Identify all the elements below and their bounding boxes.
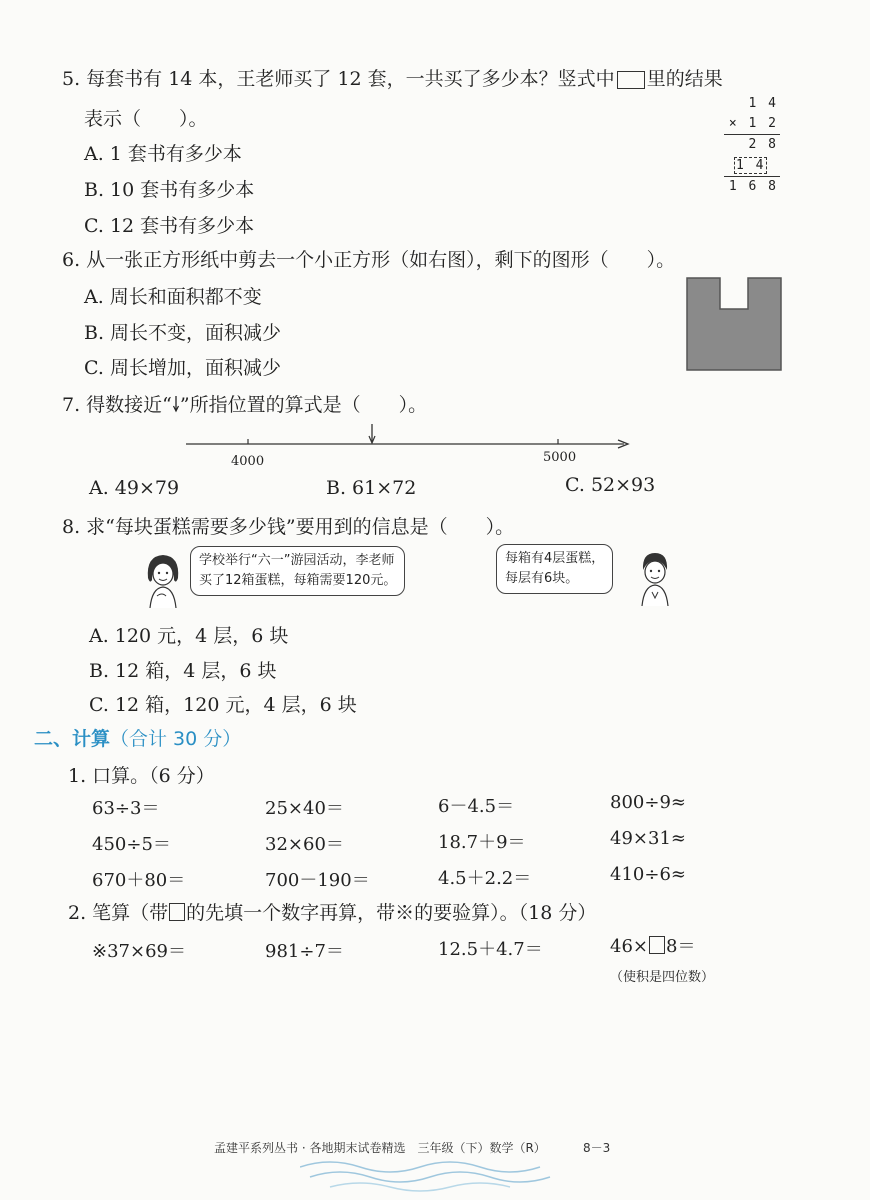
bubble-left-line1: 学校举行“六一”游园活动，李老师 xyxy=(199,553,395,568)
q7-stem xyxy=(62,390,427,417)
bubble-right-line1: 每箱有4层蛋糕， xyxy=(505,551,605,566)
vm-result: 1 6 8 xyxy=(728,179,778,194)
oral-r3c3: 4.5＋2.2＝ xyxy=(438,868,532,889)
q5-option-b: B. 10 套书有多少本 xyxy=(84,179,255,201)
q7-option-c: C. 52×93 xyxy=(565,474,656,496)
written-item-2: 981÷7＝ xyxy=(265,941,344,962)
written-item-4 xyxy=(610,932,695,958)
oral-r3c4: 410÷6≈ xyxy=(610,864,686,885)
q5-stem-line2: 表示（ ）。 xyxy=(84,108,208,130)
oral-r1c4: 800÷9≈ xyxy=(610,792,686,813)
section2-title-points: （合计 30 分） xyxy=(110,728,242,750)
footer-wave-decoration xyxy=(300,1155,560,1195)
bubble-left-line2: 买了12箱蛋糕，每箱需要120元。 xyxy=(199,573,397,588)
q8-stem: 8. 求“每块蛋糕需要多少钱”要用到的信息是（ ）。 xyxy=(62,516,515,538)
written-heading-part1: 2. 笔算（带 xyxy=(68,902,169,924)
q8-option-a: A. 120 元，4 层，6 块 xyxy=(89,625,289,647)
written-heading-part2: 的先填一个数字再算，带※的要验算）。（18 分） xyxy=(186,902,597,924)
oral-r1c1: 63÷3＝ xyxy=(92,798,160,819)
written-item-4-part2: 8＝ xyxy=(666,936,696,957)
answer-box xyxy=(617,71,645,89)
oral-r1c3: 6－4.5＝ xyxy=(438,796,515,817)
oral-r2c4: 49×31≈ xyxy=(610,828,686,849)
speech-bubble-teacher xyxy=(190,546,405,596)
section2-title-main: 二、计算 xyxy=(34,728,111,750)
down-arrow-icon xyxy=(172,395,180,413)
q5-option-c: C. 12 套书有多少本 xyxy=(84,215,255,237)
speech-bubble-boy xyxy=(496,544,613,594)
blank-digit-box xyxy=(649,936,665,954)
q6-stem: 6. 从一张正方形纸中剪去一个小正方形（如右图），剩下的图形（ ）。 xyxy=(62,249,676,271)
written-item-4-part1: 46× xyxy=(610,936,648,957)
vm-multiplier: × 1 2 xyxy=(728,116,778,131)
q6-option-c: C. 周长增加，面积减少 xyxy=(84,357,281,379)
boy-illustration xyxy=(632,548,678,608)
q8-option-b: B. 12 箱，4 层，6 块 xyxy=(89,660,277,682)
q6-option-a: A. 周长和面积都不变 xyxy=(84,286,262,308)
tick-label-5000: 5000 xyxy=(543,450,577,465)
q5-stem-line1 xyxy=(62,64,723,91)
q7-option-a: A. 49×79 xyxy=(89,477,180,499)
q6-option-b: B. 周长不变，面积减少 xyxy=(84,322,282,344)
footer-series: 孟建平系列丛书 · 各地期末试卷精选 三年级（下）数学（R） xyxy=(214,1141,546,1155)
written-calc-heading xyxy=(68,898,596,925)
q5-option-a: A. 1 套书有多少本 xyxy=(84,143,242,165)
vm-line1 xyxy=(724,134,780,135)
q7-stem-part2: ”所指位置的算式是（ ）。 xyxy=(179,394,428,416)
vm-partial1: 2 8 xyxy=(748,137,778,152)
bubble-right-line2: 每层有6块。 xyxy=(505,571,579,586)
oral-r3c1: 670＋80＝ xyxy=(92,870,186,891)
oral-r2c2: 32×60＝ xyxy=(265,834,344,855)
oral-r2c3: 18.7＋9＝ xyxy=(438,832,526,853)
vm-top: 1 4 xyxy=(748,96,778,111)
girl-illustration xyxy=(140,550,186,610)
footer-page-number: 8－3 xyxy=(583,1141,611,1155)
vertical-multiplication xyxy=(722,96,782,196)
vm-line2 xyxy=(724,176,780,177)
written-item-1: ※37×69＝ xyxy=(92,941,186,962)
written-item-3: 12.5＋4.7＝ xyxy=(438,939,543,960)
blank-box-icon xyxy=(169,903,185,921)
oral-r1c2: 25×40＝ xyxy=(265,798,344,819)
q8-option-c: C. 12 箱，120 元，4 层，6 块 xyxy=(89,694,357,716)
q7-option-b: B. 61×72 xyxy=(326,477,417,499)
tick-label-4000: 4000 xyxy=(231,454,265,469)
oral-r2c1: 450÷5＝ xyxy=(92,834,171,855)
notched-square-figure xyxy=(686,277,782,371)
section2-title xyxy=(34,724,241,751)
oral-calc-heading: 1. 口算。（6 分） xyxy=(68,765,215,787)
q5-stem-part1: 5. 每套书有 14 本，王老师买了 12 套，一共买了多少本？竖式中 xyxy=(62,68,615,90)
q7-stem-part1: 7. 得数接近“ xyxy=(62,394,172,416)
q5-stem-part2: 里的结果 xyxy=(646,68,723,90)
vm-partial2-boxed: 1 4 xyxy=(736,158,766,173)
written-item-4-note: （使积是四位数） xyxy=(610,970,715,985)
oral-r3c2: 700－190＝ xyxy=(265,870,370,891)
notched-square-shape xyxy=(687,278,781,370)
